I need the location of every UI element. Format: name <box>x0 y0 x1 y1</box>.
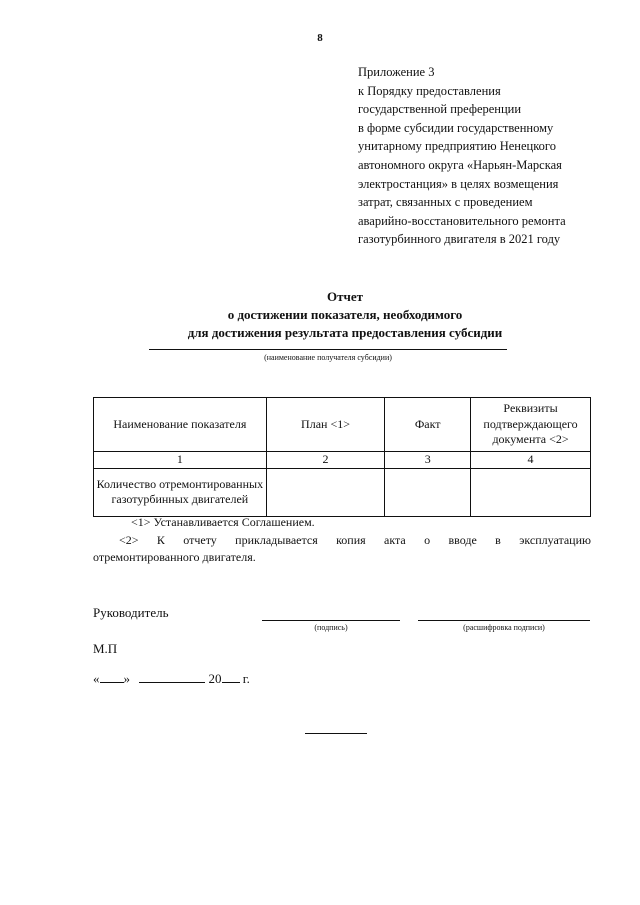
appendix-block <box>358 63 566 249</box>
indicator-name-cell: Количество отремонтированных газотурбинных двигателей <box>94 468 267 516</box>
footnote-1: <1> Устанавливается Соглашением. <box>131 515 315 529</box>
date-open-quote: « <box>93 671 100 686</box>
decoding-caption: (расшифровка подписи) <box>463 623 545 632</box>
plan-cell <box>266 468 385 516</box>
year-blank <box>222 670 240 683</box>
footnote-2: <2> К отчету прикладывается копия акта о вводе в эксплуатацию <box>119 532 591 547</box>
signature-caption: (подпись) <box>314 623 348 632</box>
year-suffix: г. <box>242 671 250 686</box>
report-title-line: о достижении показателя, необходимого <box>227 307 463 322</box>
header-plan: План <1> <box>266 398 385 452</box>
report-title-line: для достижения результата предоставления субсидии <box>187 325 503 340</box>
appendix-line: автономного округа «Нарьян-Марская <box>358 157 562 172</box>
fact-cell <box>385 468 471 516</box>
report-title <box>0 288 640 342</box>
column-number: 1 <box>94 452 267 469</box>
table-header-row <box>94 398 591 452</box>
appendix-line: затрат, связанных с проведением <box>358 195 533 210</box>
table-row <box>94 468 591 516</box>
day-blank <box>100 670 124 683</box>
recipient-name-line <box>149 349 507 350</box>
column-number: 3 <box>385 452 471 469</box>
table-number-row <box>94 452 591 469</box>
column-number: 2 <box>266 452 385 469</box>
appendix-line: государственной преференции <box>358 102 522 117</box>
date-line <box>93 670 250 687</box>
header-indicator-name: Наименование показателя <box>94 398 267 452</box>
head-label: Руководитель <box>93 605 169 620</box>
page-number: 8 <box>317 32 323 44</box>
date-close-quote: » <box>123 671 130 686</box>
footnote-2-continuation: отремонтированного двигателя. <box>93 550 256 564</box>
appendix-line: в форме субсидии государственному <box>358 120 554 135</box>
column-number: 4 <box>471 452 591 469</box>
end-rule <box>305 733 367 734</box>
appendix-line: газотурбинного двигателя в 2021 году <box>358 232 561 247</box>
document-cell <box>471 468 591 516</box>
indicator-table <box>93 397 591 517</box>
appendix-line: унитарному предприятию Ненецкого <box>358 139 556 154</box>
stamp-place: М.П <box>93 641 118 656</box>
footnotes <box>93 514 591 567</box>
signature-line <box>262 620 400 621</box>
appendix-line: электростанция» в целях возмещения <box>358 176 559 191</box>
report-title-main: Отчет <box>327 289 363 304</box>
header-document-details: Реквизиты подтверждающего документа <2> <box>471 398 591 452</box>
signature-decoding-line <box>418 620 590 621</box>
appendix-line: к Порядку предоставления <box>358 83 501 98</box>
appendix-line: Приложение 3 <box>358 65 435 79</box>
month-blank <box>139 670 205 683</box>
header-fact: Факт <box>385 398 471 452</box>
appendix-line: аварийно-восстановительного ремонта <box>358 213 566 228</box>
recipient-caption: (наименование получателя субсидии) <box>264 353 392 362</box>
year-prefix: 20 <box>208 671 222 686</box>
